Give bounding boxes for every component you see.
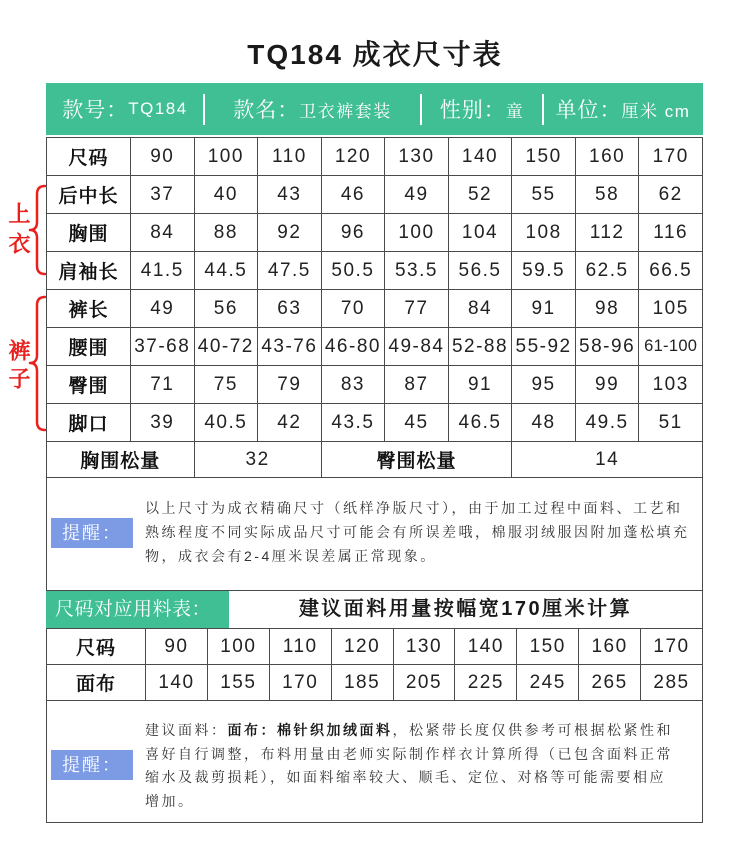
size-header-cell: 150 [517,629,579,665]
notice-line: 喜好自行调整，布料用量由老师实际制作样衣计算所得（已包含面料正常 [145,745,673,762]
fabric-amount-cell: 185 [331,665,393,701]
size-chart-table [46,137,703,478]
gender-label: 性别： [439,99,506,122]
row-label: 胸围 [47,214,131,252]
fabric-amount-cell: 285 [641,665,703,701]
measure-cell: 40-72 [194,328,258,366]
measure-cell: 87 [385,366,449,404]
notice-tag: 提醒： [51,518,133,548]
measure-cell: 49 [385,176,449,214]
style-number-value: TQ184 [128,99,188,118]
measure-cell: 50.5 [321,252,385,290]
measure-cell: 44.5 [194,252,258,290]
group-label-top: 上衣 [6,202,31,262]
measure-cell: 43-76 [258,328,322,366]
size-header-cell: 120 [331,629,393,665]
measure-cell: 46-80 [321,328,385,366]
size-header-cell: 170 [641,629,703,665]
recommended-fabric: 面布：棉针织加绒面料 [227,722,393,738]
measure-cell: 116 [639,214,703,252]
fabric-usage-section-label: 尺码对应用料表： [46,591,229,628]
size-header-cell: 120 [321,138,385,176]
measure-row-back-length [47,176,703,214]
fabric-amount-row [47,665,703,701]
notice-line: 物，成衣会有2-4厘米误差属正常现象。 [145,548,437,564]
row-label: 裤长 [47,290,131,328]
measure-cell: 79 [258,366,322,404]
measure-cell: 70 [321,290,385,328]
fabric-usage-header [46,591,703,628]
chest-ease-value: 32 [194,442,321,478]
measure-cell: 84 [448,290,512,328]
size-header-cell: 160 [579,629,641,665]
fabric-amount-cell: 170 [269,665,331,701]
measure-cell: 40 [194,176,258,214]
notice-line-prefix: 建议面料： [145,722,228,738]
measure-row-leg-opening [47,404,703,442]
measure-cell: 42 [258,404,322,442]
measure-cell: 75 [194,366,258,404]
measure-row-waist [47,328,703,366]
size-header-cell: 130 [393,629,455,665]
size-header-cell: 160 [575,138,639,176]
size-header-cell: 140 [448,138,512,176]
row-label: 面布 [47,665,146,701]
chest-ease-label: 胸围松量 [47,442,195,478]
measure-cell: 48 [512,404,576,442]
product-info-bar [46,83,703,135]
measure-cell: 83 [321,366,385,404]
measure-cell: 66.5 [639,252,703,290]
size-header-cell: 150 [512,138,576,176]
measure-cell: 62.5 [575,252,639,290]
measure-cell: 52-88 [448,328,512,366]
measure-cell: 46 [321,176,385,214]
fabric-amount-cell: 140 [146,665,208,701]
measure-cell: 77 [385,290,449,328]
measure-cell: 56.5 [448,252,512,290]
size-header-cell: 140 [455,629,517,665]
measure-cell: 92 [258,214,322,252]
measure-cell: 91 [448,366,512,404]
notice-line: 增加。 [145,792,195,809]
measure-cell: 104 [448,214,512,252]
measure-row-hip [47,366,703,404]
fabric-amount-cell: 265 [579,665,641,701]
measure-cell: 88 [194,214,258,252]
notice-line-rest: ，松紧带长度仅供参考可根据松紧性和 [392,722,673,738]
row-label: 脚口 [47,404,131,442]
measure-cell: 103 [639,366,703,404]
style-name-label: 款名： [233,99,300,122]
measure-cell: 61-100 [639,328,703,366]
measure-cell: 112 [575,214,639,252]
measure-cell: 84 [131,214,195,252]
measure-cell: 59.5 [512,252,576,290]
size-header-cell: 170 [639,138,703,176]
size-header-row [47,138,703,176]
measure-cell: 46.5 [448,404,512,442]
fabric-amount-cell: 225 [455,665,517,701]
hip-ease-value: 14 [512,442,703,478]
fabric-usage-table [46,628,703,701]
measure-row-sleeve-length [47,252,703,290]
header-divider [203,94,205,125]
header-divider [420,94,422,125]
size-header-label: 尺码 [47,138,131,176]
row-label: 后中长 [47,176,131,214]
measure-cell: 98 [575,290,639,328]
size-header-cell: 100 [207,629,269,665]
style-number [46,83,204,135]
measure-cell: 39 [131,404,195,442]
notice-text [145,496,690,568]
measure-cell: 41.5 [131,252,195,290]
measure-cell: 99 [575,366,639,404]
measure-cell: 58-96 [575,328,639,366]
style-number-label: 款号： [62,99,129,122]
size-header-cell: 110 [269,629,331,665]
row-label: 尺码 [47,629,146,665]
hip-ease-label: 臀围松量 [321,442,512,478]
row-label: 肩袖长 [47,252,131,290]
measure-row-chest [47,214,703,252]
row-label: 臀围 [47,366,131,404]
measure-cell: 52 [448,176,512,214]
gender-value: 童 [505,101,525,121]
measure-cell: 58 [575,176,639,214]
size-header-cell: 130 [385,138,449,176]
measure-cell: 55 [512,176,576,214]
measure-cell: 62 [639,176,703,214]
size-header-cell: 100 [194,138,258,176]
group-label-pants: 裤子 [6,339,31,395]
page-title: TQ184 成衣尺寸表 [247,39,503,70]
measure-cell: 43.5 [321,404,385,442]
measure-cell: 91 [512,290,576,328]
row-label: 腰围 [47,328,131,366]
measure-cell: 37-68 [131,328,195,366]
fabric-width-note: 建议面料用量按幅宽170厘米计算 [298,598,633,620]
measure-cell: 49 [131,290,195,328]
measure-cell: 71 [131,366,195,404]
notice-box-size-accuracy [46,477,703,591]
measure-cell: 43 [258,176,322,214]
measure-cell: 56 [194,290,258,328]
size-header-cell: 90 [146,629,208,665]
notice-line: 以上尺寸为成衣精确尺寸（纸样净版尺寸），由于加工过程中面料、工艺和 [145,500,683,516]
measure-cell: 108 [512,214,576,252]
fabric-amount-cell: 205 [393,665,455,701]
style-name [204,83,421,135]
notice-line: 缩水及裁剪损耗），如面料缩率较大、顺毛、定位、对格等可能需要相应 [145,769,666,785]
notice-line [145,719,673,743]
header-divider [542,94,544,125]
measure-cell: 49-84 [385,328,449,366]
style-name-value: 卫衣裤套装 [299,101,392,121]
gender [421,83,543,135]
notice-tag: 提醒： [51,750,133,780]
measure-cell: 105 [639,290,703,328]
measure-cell: 51 [639,404,703,442]
notice-text [145,719,673,813]
measure-cell: 63 [258,290,322,328]
top-group-brace [30,186,45,274]
fabric-size-row [47,629,703,665]
size-header-cell: 90 [131,138,195,176]
measure-cell: 53.5 [385,252,449,290]
unit-value: 厘米 cm [621,101,691,121]
measure-cell: 45 [385,404,449,442]
size-header-cell: 110 [258,138,322,176]
measure-cell: 55-92 [512,328,576,366]
measure-cell: 95 [512,366,576,404]
measure-row-pants-length [47,290,703,328]
measure-cell: 47.5 [258,252,322,290]
bottom-group-brace [30,297,45,430]
measure-cell: 49.5 [575,404,639,442]
unit [543,83,703,135]
fabric-amount-cell: 155 [207,665,269,701]
notice-box-fabric [46,700,703,823]
measure-cell: 96 [321,214,385,252]
unit-label: 单位： [555,99,622,122]
ease-row [47,442,703,478]
notice-line: 熟练程度不同实际成品尺寸可能会有所误差哦，棉服羽绒服因附加蓬松填充 [145,524,690,540]
measure-cell: 40.5 [194,404,258,442]
measure-cell: 37 [131,176,195,214]
measure-cell: 100 [385,214,449,252]
fabric-amount-cell: 245 [517,665,579,701]
